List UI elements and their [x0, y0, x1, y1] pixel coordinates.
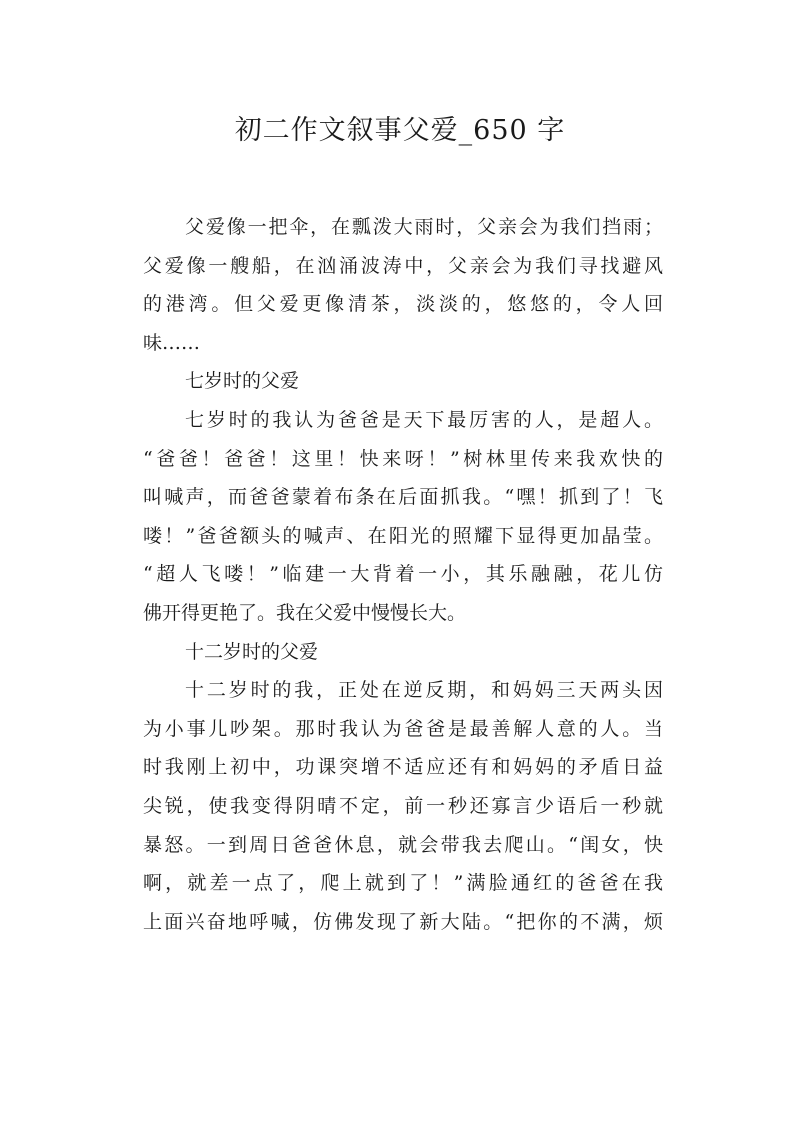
paragraph-line: 味…… [143, 331, 201, 354]
paragraph-line: 为小事儿吵架。那时我认为爸爸是最善解人意的人。当 [143, 717, 663, 740]
paragraph-line: 父爱像一把伞，在瓢泼大雨时，父亲会为我们挡雨； [185, 216, 663, 238]
paragraph-line: 父爱像一艘船，在汹涌波涛中，父亲会为我们寻找避风 [143, 254, 663, 277]
paragraph-line: 上面兴奋地呼喊，仿佛发现了新大陆。“把你的不满，烦 [143, 910, 663, 933]
paragraph-line: “爸爸！爸爸！这里！快来呀！”树林里传来我欢快的 [143, 447, 663, 470]
paragraph-line: 的港湾。但父爱更像清茶，淡淡的，悠悠的，令人回 [143, 293, 663, 316]
paragraph-line: 十二岁时的我，正处在逆反期，和妈妈三天两头因 [185, 679, 663, 702]
paragraph-line: 啊，就差一点了，爬上就到了！”满脸通红的爸爸在我 [143, 872, 663, 895]
paragraph-line: 喽！”爸爸额头的喊声、在阳光的照耀下显得更加晶莹。 [143, 524, 663, 547]
paragraph-line: “超人飞喽！”临建一大背着一小，其乐融融，花儿仿 [143, 563, 663, 586]
paragraph-line: 佛开得更艳了。我在父爱中慢慢长大。 [143, 601, 467, 624]
document-title: 初二作文叙事父爱_650 字 [234, 115, 566, 146]
paragraph-line: 七岁时的我认为爸爸是天下最厉害的人，是超人。 [185, 408, 663, 431]
paragraph-line: 时我刚上初中，功课突增不适应还有和妈妈的矛盾日益 [143, 756, 663, 779]
section-heading: 七岁时的父爱 [185, 370, 300, 393]
paragraph-line: 暴怒。一到周日爸爸休息，就会带我去爬山。“闺女，快 [143, 833, 663, 856]
paragraph-line: 尖锐，使我变得阴晴不定，前一秒还寡言少语后一秒就 [143, 794, 663, 817]
section-heading: 十二岁时的父爱 [185, 640, 319, 663]
document-body [143, 208, 663, 941]
paragraph-line: 叫喊声，而爸爸蒙着布条在后面抓我。“嘿！抓到了！飞 [143, 486, 663, 509]
